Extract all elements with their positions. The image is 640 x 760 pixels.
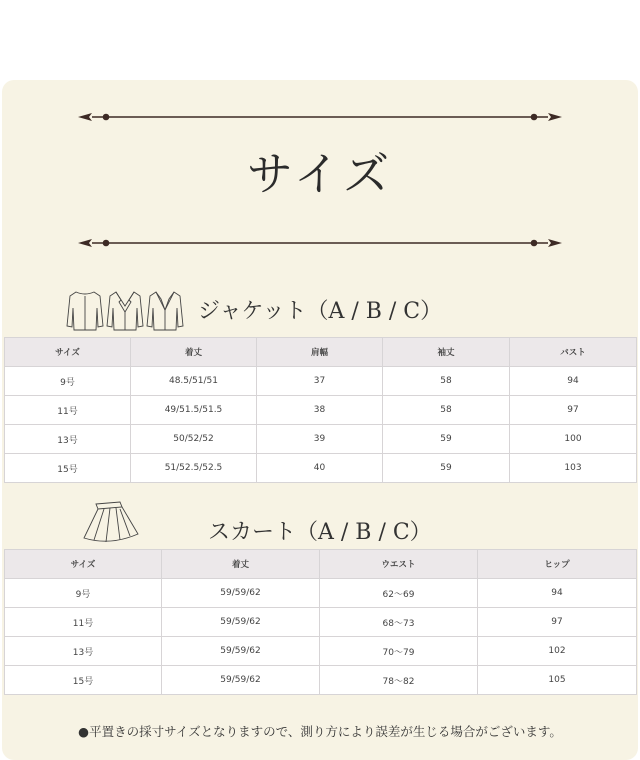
table-cell: 94 <box>478 579 637 608</box>
table-row <box>5 666 637 695</box>
table-cell: 59/59/62 <box>162 579 320 608</box>
jacket-table-body <box>5 367 637 483</box>
table-cell: 11号 <box>5 396 131 425</box>
table-cell: 48.5/51/51 <box>131 367 257 396</box>
table-cell: 13号 <box>5 425 131 454</box>
column-header: ヒップ <box>478 550 637 579</box>
bottom-divider <box>78 236 562 250</box>
table-cell: 70～79 <box>320 637 478 666</box>
table-cell: 59/59/62 <box>162 666 320 695</box>
table-cell: 102 <box>478 637 637 666</box>
table-cell: 39 <box>257 425 383 454</box>
column-header: 袖丈 <box>383 338 510 367</box>
table-cell: 68～73 <box>320 608 478 637</box>
column-header: ウエスト <box>320 550 478 579</box>
table-row <box>5 608 637 637</box>
table-cell: 15号 <box>5 666 162 695</box>
jacket-heading: ジャケット（A / B / C） <box>198 299 443 324</box>
column-header: 着丈 <box>131 338 257 367</box>
skirt-heading: スカート（A / B / C） <box>208 520 432 545</box>
table-row <box>5 367 637 396</box>
skirt-header-row <box>5 550 637 579</box>
table-row <box>5 579 637 608</box>
jacket-illustration <box>64 286 186 332</box>
table-cell: 59 <box>383 425 510 454</box>
jacket-header-row <box>5 338 637 367</box>
table-cell: 49/51.5/51.5 <box>131 396 257 425</box>
table-cell: 9号 <box>5 579 162 608</box>
table-cell: 58 <box>383 396 510 425</box>
table-cell: 58 <box>383 367 510 396</box>
table-cell: 97 <box>510 396 637 425</box>
column-header: サイズ <box>5 338 131 367</box>
table-cell: 51/52.5/52.5 <box>131 454 257 483</box>
table-cell: 9号 <box>5 367 131 396</box>
table-cell: 59/59/62 <box>162 608 320 637</box>
column-header: サイズ <box>5 550 162 579</box>
table-cell: 97 <box>478 608 637 637</box>
table-cell: 62～69 <box>320 579 478 608</box>
measurement-note: ●平置きの採寸サイズとなりますので、測り方により誤差が生じる場合がございます。 <box>78 724 562 739</box>
column-header: 着丈 <box>162 550 320 579</box>
table-cell: 59 <box>383 454 510 483</box>
skirt-illustration <box>80 500 140 544</box>
table-cell: 78～82 <box>320 666 478 695</box>
table-cell: 103 <box>510 454 637 483</box>
skirt-size-table <box>4 549 637 695</box>
table-cell: 100 <box>510 425 637 454</box>
table-cell: 11号 <box>5 608 162 637</box>
table-cell: 105 <box>478 666 637 695</box>
table-cell: 15号 <box>5 454 131 483</box>
table-cell: 59/59/62 <box>162 637 320 666</box>
column-header: 肩幅 <box>257 338 383 367</box>
table-cell: 40 <box>257 454 383 483</box>
table-cell: 13号 <box>5 637 162 666</box>
column-header: バスト <box>510 338 637 367</box>
skirt-table-body <box>5 579 637 695</box>
table-row <box>5 454 637 483</box>
jacket-size-table <box>4 337 637 483</box>
table-cell: 94 <box>510 367 637 396</box>
table-cell: 37 <box>257 367 383 396</box>
table-cell: 38 <box>257 396 383 425</box>
table-row <box>5 425 637 454</box>
top-divider <box>78 110 562 124</box>
table-row <box>5 637 637 666</box>
page-title: サイズ <box>246 147 394 201</box>
table-cell: 50/52/52 <box>131 425 257 454</box>
table-row <box>5 396 637 425</box>
